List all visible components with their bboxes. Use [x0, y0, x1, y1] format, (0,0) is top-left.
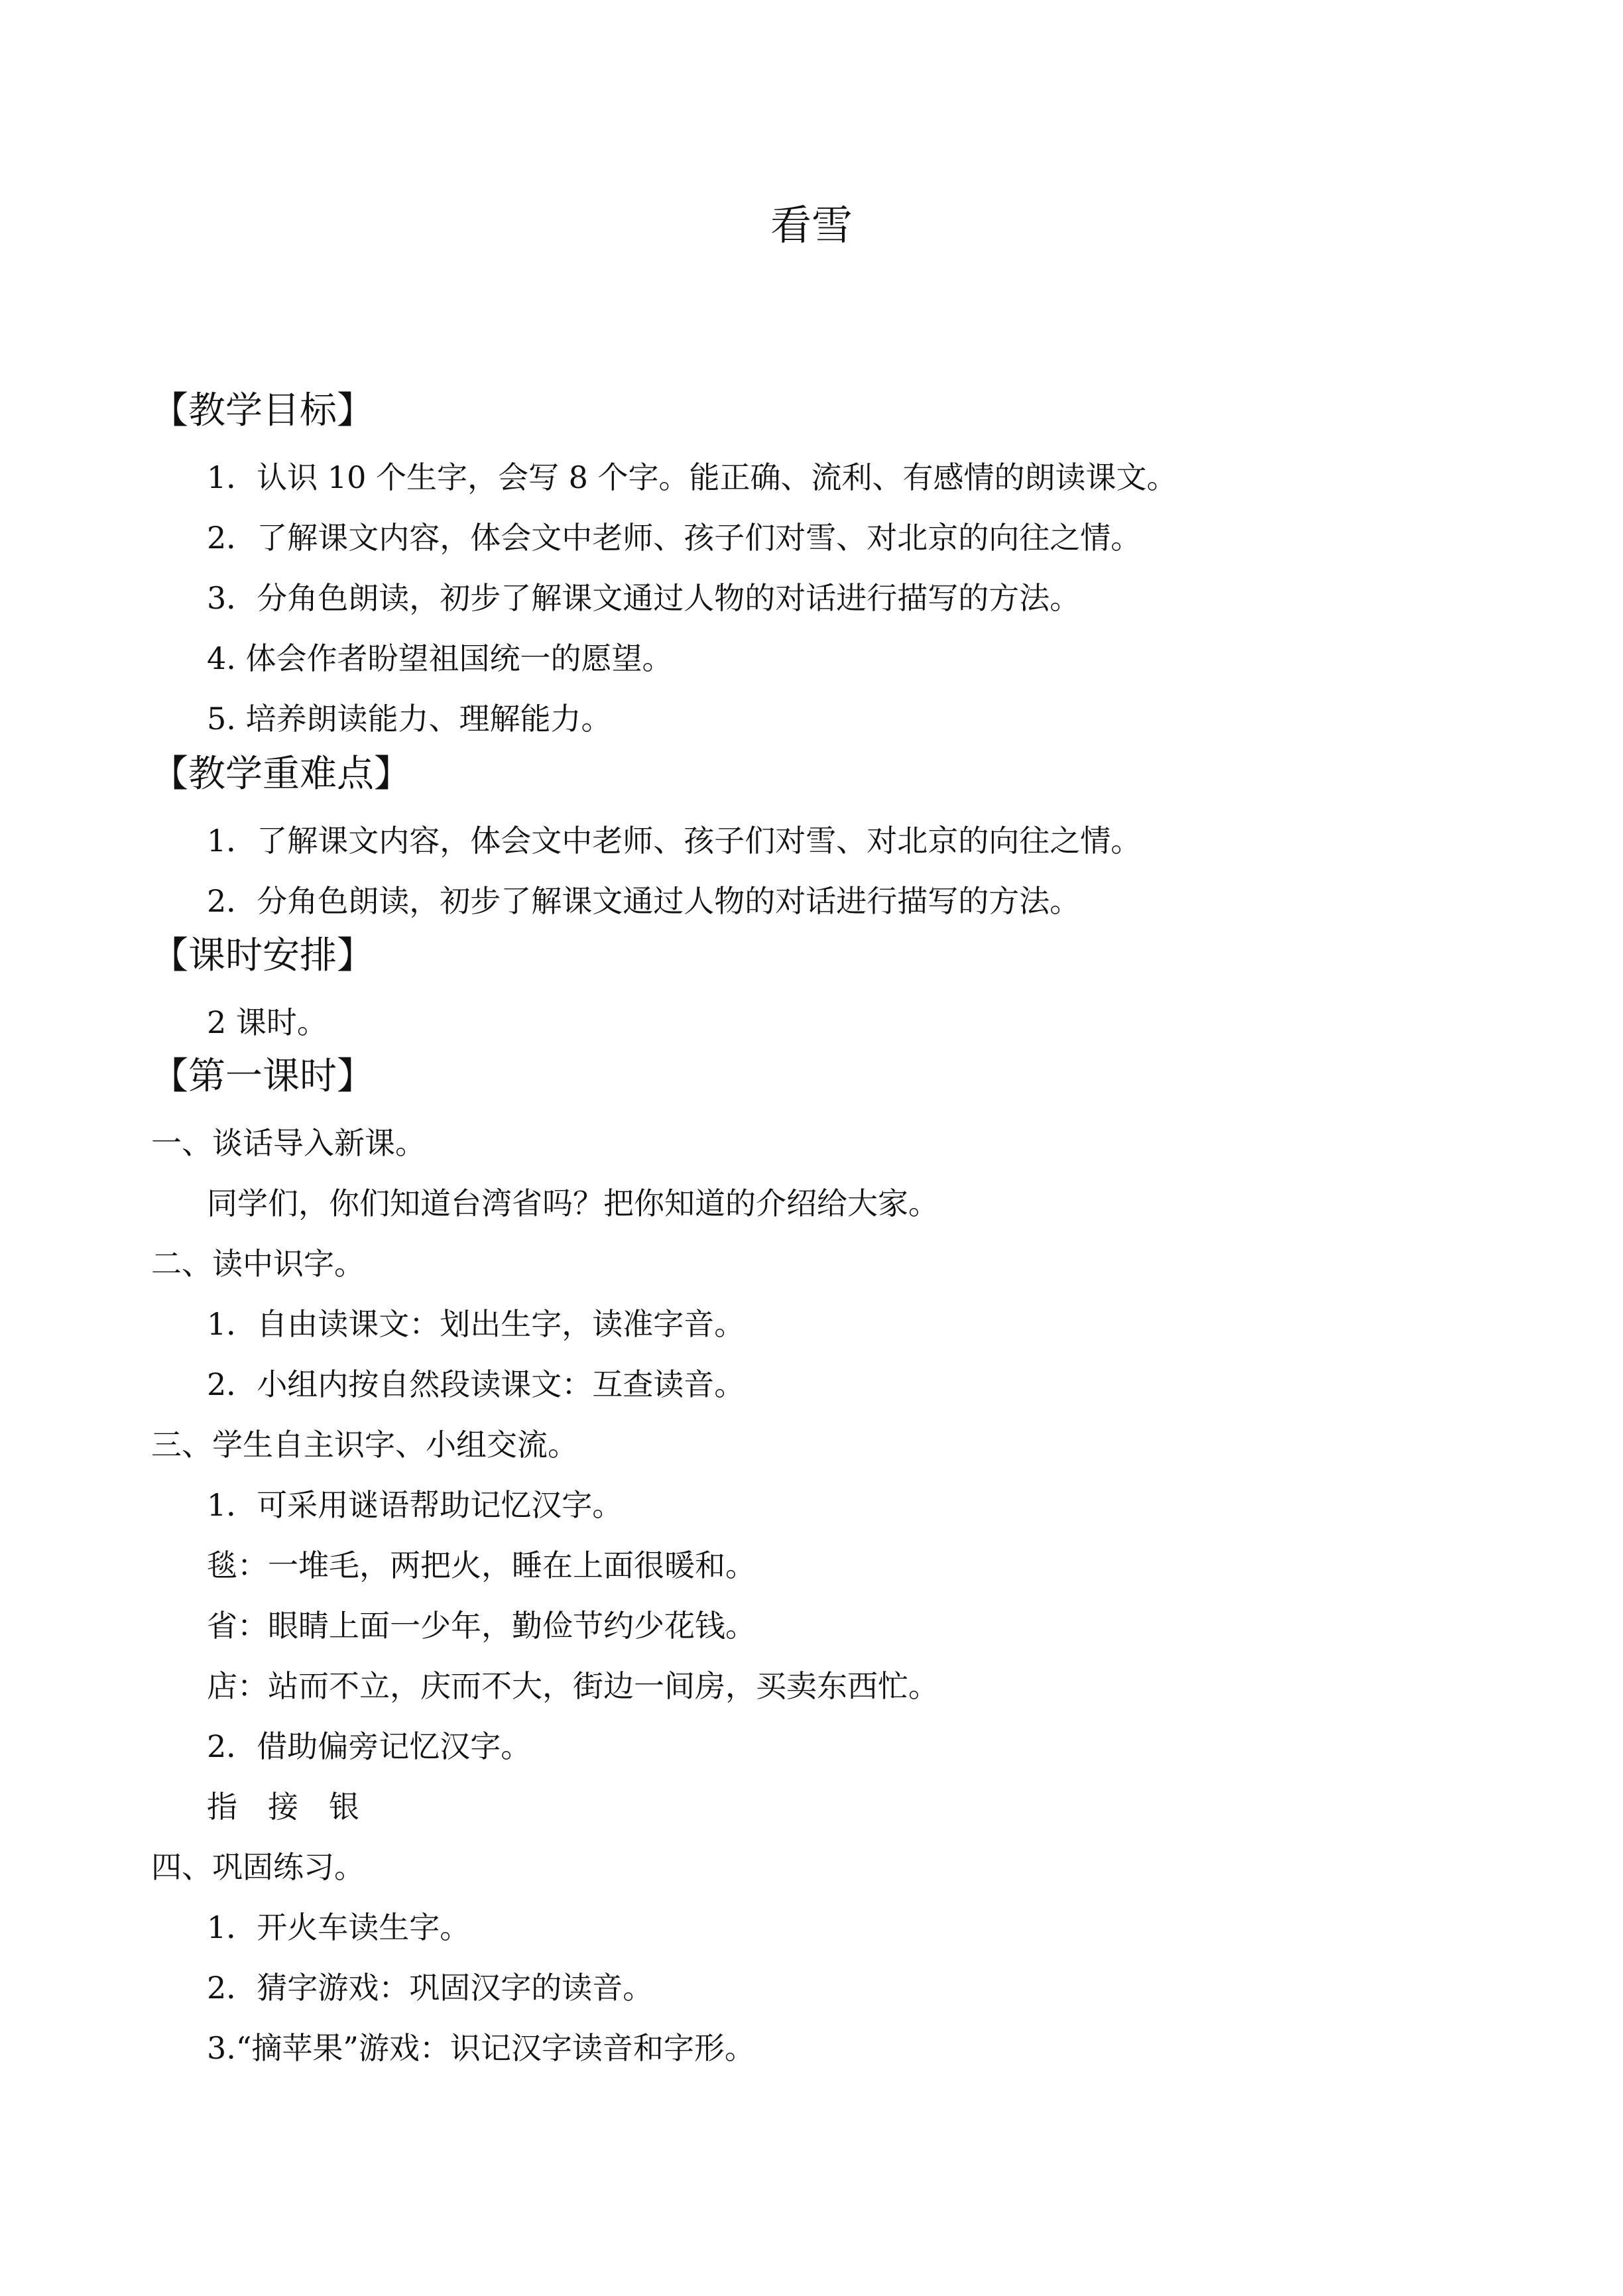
- lesson-step-4-heading: 四、巩固练习。: [151, 1849, 365, 1885]
- section-heading-first-lesson: 【第一课时】: [151, 1055, 374, 1098]
- lesson-line: 2．小组内按自然段读课文：互查读音。: [207, 1366, 745, 1402]
- riddle-line: 省：眼睛上面一少年，勤俭节约少花钱。: [207, 1608, 756, 1644]
- objective-item-2: 2．了解课文内容，体会文中老师、孩子们对雪、对北京的向往之情。: [207, 520, 1142, 556]
- page-title: 看雪: [770, 201, 853, 249]
- riddle-line: 毯：一堆毛，两把火，睡在上面很暖和。: [207, 1547, 756, 1583]
- objective-item-3: 3．分角色朗读，初步了解课文通过人物的对话进行描写的方法。: [207, 580, 1081, 616]
- lesson-step-1-heading: 一、谈话导入新课。: [151, 1125, 426, 1161]
- lesson-line: 2．借助偏旁记忆汉字。: [207, 1728, 532, 1764]
- lesson-line: 1．可采用谜语帮助记忆汉字。: [207, 1487, 623, 1523]
- lesson-step-3-heading: 三、学生自主识字、小组交流。: [151, 1427, 578, 1463]
- objective-item-4: 4. 体会作者盼望祖国统一的愿望。: [207, 640, 673, 676]
- lesson-line: 2．猜字游戏：巩固汉字的读音。: [207, 1970, 654, 2006]
- lesson-line: 1．自由读课文：划出生字，读准字音。: [207, 1306, 745, 1342]
- character-list: 指 接 银: [207, 1789, 359, 1825]
- key-point-item-1: 1．了解课文内容，体会文中老师、孩子们对雪、对北京的向往之情。: [207, 823, 1142, 859]
- riddle-line: 店：站而不立，庆而不大，街边一间房，买卖东西忙。: [207, 1668, 939, 1704]
- lesson-step-2-heading: 二、读中识字。: [151, 1246, 365, 1282]
- lesson-line: 3.“摘苹果”游戏：识记汉字读音和字形。: [207, 2030, 755, 2066]
- schedule-text: 2 课时。: [207, 1004, 328, 1040]
- lesson-line: 同学们，你们知道台湾省吗？把你知道的介绍给大家。: [207, 1185, 939, 1221]
- key-point-item-2: 2．分角色朗读，初步了解课文通过人物的对话进行描写的方法。: [207, 883, 1081, 919]
- section-heading-key-points: 【教学重难点】: [151, 753, 411, 796]
- section-heading-schedule: 【课时安排】: [151, 934, 374, 977]
- objective-item-1: 1．认识 10 个生字，会写 8 个字。能正确、流利、有感情的朗读课文。: [207, 459, 1177, 495]
- lesson-line: 1．开火车读生字。: [207, 1909, 471, 1945]
- objective-item-5: 5. 培养朗读能力、理解能力。: [207, 701, 612, 737]
- section-heading-objectives: 【教学目标】: [151, 389, 374, 432]
